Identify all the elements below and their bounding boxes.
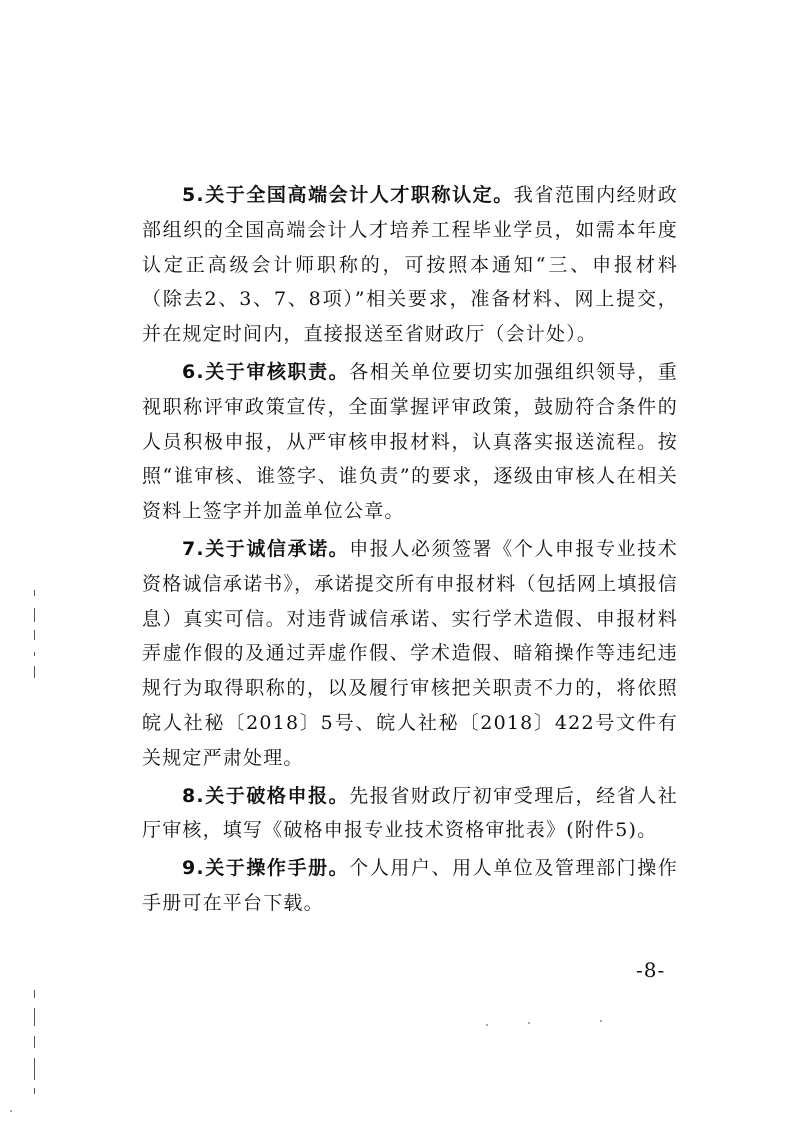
- paragraph-9: [142, 851, 678, 921]
- paragraph-text: 申报人必须签署《个人申报专业技术资格诚信承诺书》，承诺提交所有申报材料（包括网上填报信息）真实可信。对违背诚信承诺、实行学术造假、申报材料弄虚作假的及通过弄虚作假、学术造假、暗箱操作等违纪违规行为取得职称的，以及履行审核把关职责不力的，将依照皖人社秘〔2018〕5号、皖人社秘〔2018〕422号文件有关规定严肃处理。: [142, 537, 678, 769]
- paragraph-8: [142, 779, 678, 849]
- paragraph-text: 先报省财政厅初审受理后，经省人社厅审核，填写《破格申报专业技术资格审批表》(附件5)。: [142, 784, 678, 842]
- scan-speck: [528, 1022, 530, 1024]
- paragraph-heading: 8.关于破格申报。: [182, 784, 350, 807]
- paragraph-heading: 5.关于全国高端会计人才职称认定。: [182, 184, 514, 206]
- paragraph-7: [142, 532, 678, 776]
- paragraph-text: 个人用户、用人单位及管理部门操作手册可在平台下载。: [142, 857, 678, 914]
- document-body: [142, 178, 678, 921]
- page-number: -8-: [636, 958, 666, 982]
- scan-speck: [486, 1024, 488, 1026]
- paragraph-heading: 6.关于审核职责。: [182, 360, 350, 383]
- paragraph-heading: 7.关于诚信承诺。: [182, 537, 350, 560]
- paragraph-6: [142, 355, 678, 529]
- paragraph-text: 各相关单位要切实加强组织领导，重视职称评审政策宣传，全面掌握评审政策，鼓励符合条件的人员积极申报，从严审核申报材料，认真落实报送流程。按照“谁审核、谁签字、谁负责”的要求，逐级由审核人在相关资料上签字并加盖单位公章。: [142, 360, 678, 523]
- paragraph-text: 我省范围内经财政部组织的全国高端会计人才培养工程毕业学员，如需本年度认定正高级会计师职称的，可按照本通知“三、申报材料（除去2、3、7、8项）”相关要求，准备材料、网上提交，并在规定时间内，直接报送至省财政厅（会计处）。: [142, 184, 678, 346]
- binding-margin-marks: [34, 590, 37, 1110]
- scan-speck: [600, 1020, 602, 1022]
- paragraph-5: [142, 178, 678, 352]
- scan-speck: [10, 1110, 12, 1112]
- paragraph-heading: 9.关于操作手册。: [182, 857, 350, 880]
